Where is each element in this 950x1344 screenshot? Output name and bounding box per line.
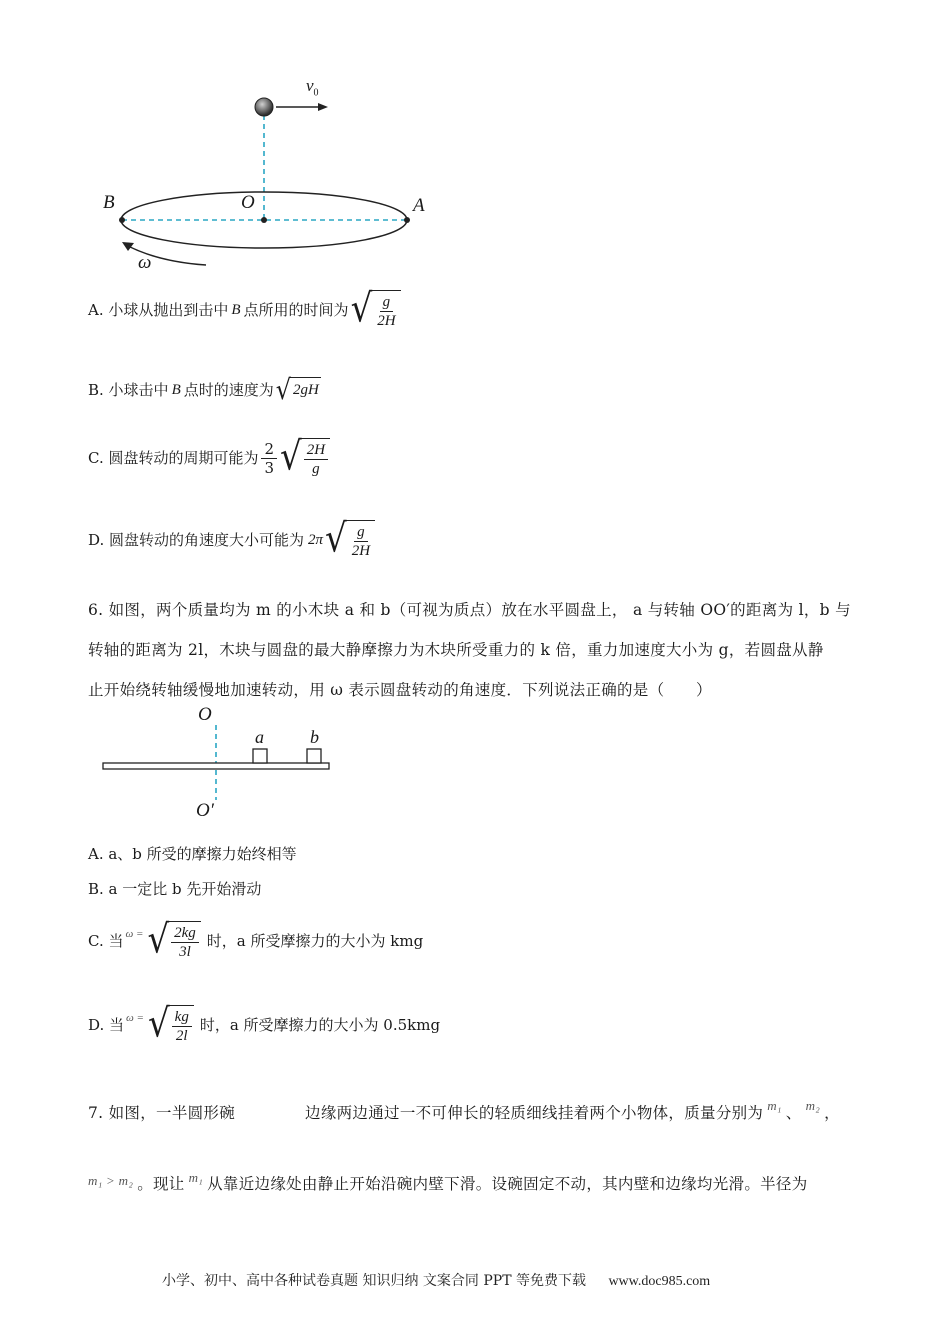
q5-option-a: A. 小球从抛出到击中 B 点所用的时间为 √ $\frac{g}{2H}$ — [88, 284, 401, 336]
label-B: B — [103, 192, 115, 213]
label-O: O — [241, 192, 255, 213]
block-a — [253, 749, 267, 763]
q5-option-d: D. 圆盘转动的角速度大小可能为 2π √ $\frac{g}{2H}$ — [88, 512, 375, 568]
footer — [162, 1270, 710, 1290]
q6-stem-line-2: 转轴的距离为 2l，木块与圆盘的最大静摩擦力为木块所受重力的 k 倍，重力加速度大小为 g，若圆盘从静 — [88, 641, 824, 659]
ball — [255, 98, 273, 116]
q6-option-c: C. 当 ω = √ $\frac{2kg}{3l}$ 时，a 所受摩擦力的大小为 kmg — [88, 916, 424, 963]
q6-stem-line-3: 止开始绕转轴缓慢地加速转动，用 ω 表示圆盘转动的角速度．下列说法正确的是（ ） — [88, 681, 712, 699]
disc-side — [103, 763, 329, 769]
q5-option-b: B. 小球击中 B 点时的速度为 √ 2gH — [88, 373, 319, 407]
footer-text: 小学、初中、高中各种试卷真题 知识归纳 文案合同 PPT 等免费下载 — [162, 1273, 586, 1289]
q7-stem-line-1: 7. 如图，一半圆形碗 边缘两边通过一不可伸长的轻质细线挂着两个小物体，质量分别为 m₁ 、 m₂ ， — [88, 1098, 840, 1122]
label-O-prime: O′ — [196, 800, 214, 821]
label-O-top: O — [198, 704, 212, 725]
label-A: A — [413, 195, 425, 216]
figure-disc-blocks — [95, 700, 345, 830]
label-a: a — [255, 727, 264, 747]
block-b — [307, 749, 321, 763]
figure-disc-projectile — [100, 70, 460, 280]
q6-stem-line-1: 6. 如图，两个质量均为 m 的小木块 a 和 b（可视为质点）放在水平圆盘上， a 与转轴 OO′的距离为 l，b 与 — [88, 601, 851, 619]
footer-url: www.doc985.com — [608, 1274, 711, 1289]
q7-stem-line-2: m₁ > m₂ 。现让 m₁ 从靠近边缘处由静止开始沿碗内壁下滑。设碗固定不动，其内壁和边缘均光滑。半径为 — [88, 1170, 808, 1193]
label-omega: ω — [138, 252, 152, 273]
label-b: b — [310, 727, 319, 747]
q6-option-b: B. a 一定比 b 先开始滑动 — [88, 880, 262, 898]
label-v0: $v_0$ — [306, 76, 319, 99]
q5-option-c: C. 圆盘转动的周期可能为 $\frac{2}{3}$ √ $\frac{2H}{g}$ — [88, 430, 330, 486]
q6-option-a: A. a、b 所受的摩擦力始终相等 — [88, 845, 297, 863]
q6-option-d: D. 当 ω = √ $\frac{kg}{2l}$ 时，a 所受摩擦力的大小为 0.5kmg — [88, 1000, 441, 1047]
